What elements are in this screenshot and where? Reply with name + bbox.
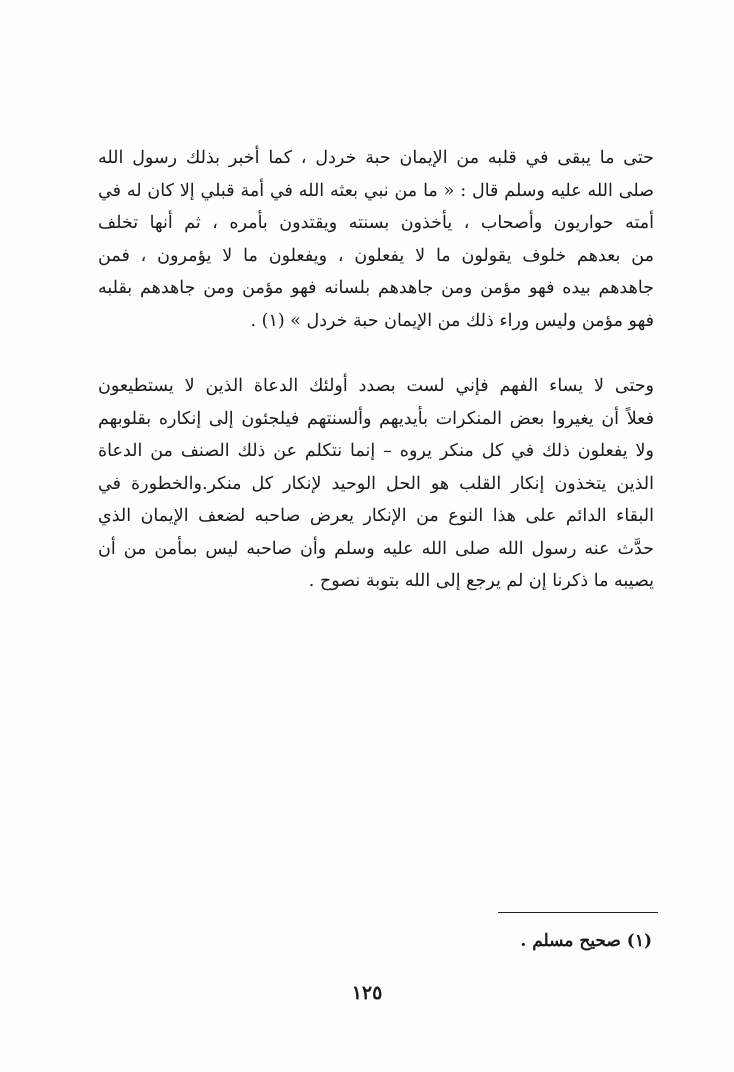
footnote-divider [498,912,658,913]
paragraph-2 [98,370,654,598]
text-line: صلى الله عليه وسلم قال : « ما من نبي بعثه الله في أمة قبلي إلا كان له في [98,180,654,201]
text-line: الذين يتخذون إنكار القلب هو الحل الوحيد لإنكار كل منكر.والخطورة في [98,473,654,494]
text-line: وحتى لا يساء الفهم فإني لست بصدد أولئك الدعاة الذين لا يستطيعون [98,376,654,396]
text-line: ولا يفعلون ذلك في كل منكر يروه – إنما نتكلم عن ذلك الصنف من الدعاة [98,441,654,461]
text-line: حدَّث عنه رسول الله صلى الله عليه وسلم وأن صاحبه ليس بمأمن من أن [98,538,654,559]
text-line: حتى ما يبقى في قلبه من الإيمان حبة خردل ، كما أخبر بذلك رسول الله [98,148,654,168]
page-number: ١٢٥ [351,982,383,1004]
paragraph-1 [98,142,654,337]
text-line: فهو مؤمن وليس وراء ذلك من الإيمان حبة خردل » (١) . [250,310,654,331]
text-line: أمته حواريون وأصحاب ، يأخذون بسنته ويقتدون بأمره ، ثم أنها تخلف [98,213,654,233]
text-line: يصيبه ما ذكرنا إن لم يرجع إلى الله بتوبة نصوح . [308,571,654,591]
text-line: جاهدهم بيده فهو مؤمن ومن جاهدهم بلسانه فهو مؤمن ومن جاهدهم بقلبه [98,278,654,298]
footnote: (١) صحيح مسلم . [520,931,652,951]
text-line: فعلاً أن يغيروا بعض المنكرات بأيديهم وألسنتهم فيلجئون إلى إنكاره بقلوبهم [98,408,654,429]
text-line: من بعدهم خلوف يقولون ما لا يفعلون ، ويفعلون ما لا يؤمرون ، فمن [98,245,654,266]
text-line: البقاء الدائم على هذا النوع من الإنكار يعرض صاحبه لضعف الإيمان الذي [98,506,654,526]
